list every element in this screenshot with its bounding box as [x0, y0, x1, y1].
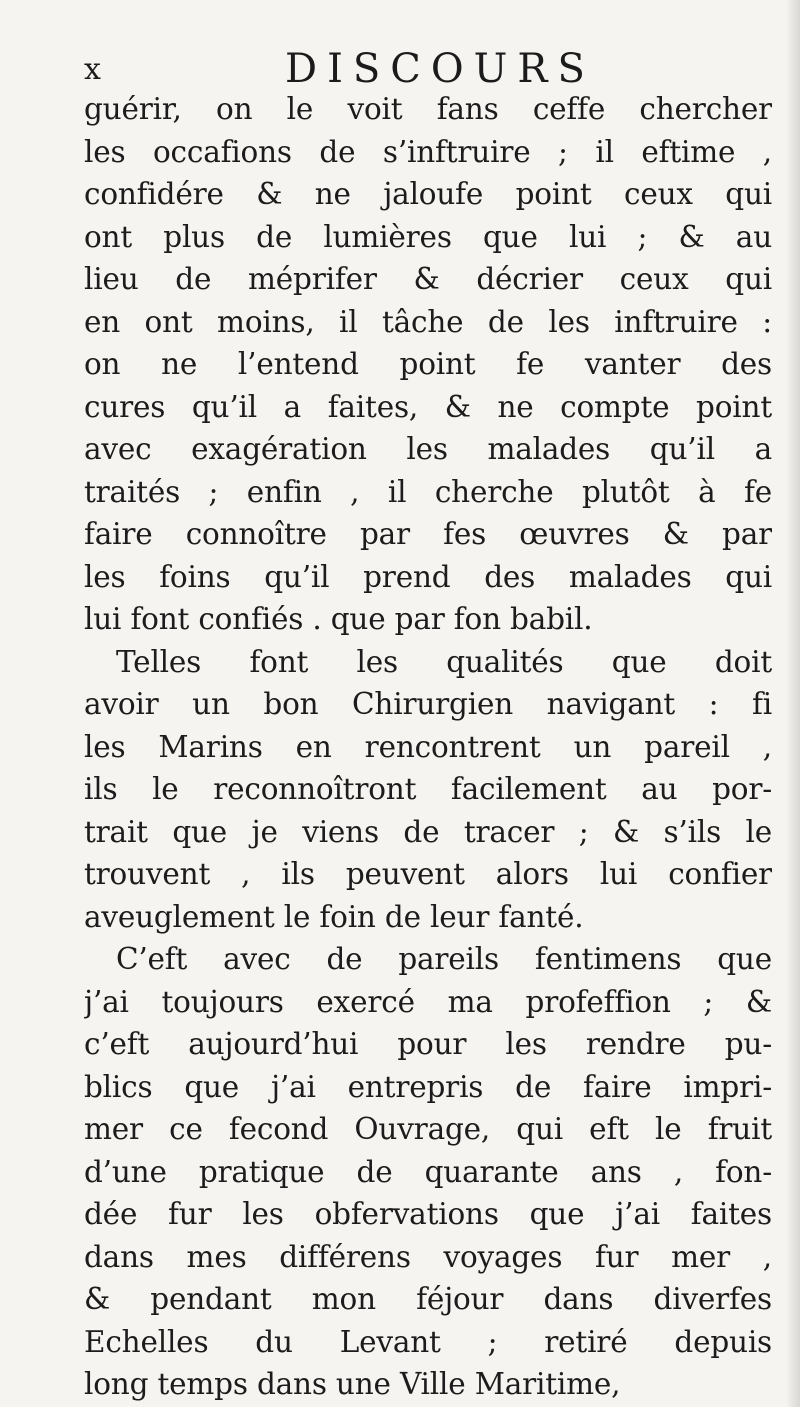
page-number: x: [84, 52, 102, 87]
text-line: les occafions de s’inftruire ; il eftime ,: [84, 134, 772, 169]
page-header: [84, 46, 744, 90]
text-line: j’ai toujours exercé ma profeffion ; &: [84, 984, 772, 1019]
page-edge-shadow: [786, 0, 800, 1407]
text-line: traités ; enfin , il cherche plutôt à fe: [84, 474, 772, 509]
paragraph-start-line: C’eft avec de pareils fentimens que: [116, 942, 772, 976]
text-line: & pendant mon féjour dans diverfes: [84, 1282, 772, 1316]
text-line: c’eft aujourd’hui pour les rendre pu-: [84, 1027, 772, 1061]
text-line: on ne l’entend point fe vanter des: [84, 347, 772, 381]
text-line: ils le reconnoîtront facilement au por-: [84, 772, 772, 806]
text-line: en ont moins, il tâche de les inftruire :: [84, 304, 772, 339]
text-line: guérir, on le voit fans ceffe chercher: [84, 92, 772, 126]
text-line: dans mes différens voyages fur mer ,: [84, 1239, 772, 1274]
text-line: Echelles du Levant ; retiré depuis: [84, 1324, 772, 1359]
text-line: trouvent , ils peuvent alors lui confier: [84, 857, 772, 891]
text-line: lui font confiés . que par fon babil.: [84, 602, 593, 636]
text-line: avoir un bon Chirurgien navigant : fi: [84, 687, 772, 721]
paragraph-start-line: Telles font les qualités que doit: [116, 644, 772, 679]
text-line: cures qu’il a faites, & ne compte point: [84, 389, 772, 424]
text-line: faire connoître par fes œuvres & par: [84, 517, 772, 551]
text-line: ont plus de lumières que lui ; & au: [84, 219, 772, 254]
body-text: [84, 88, 772, 1406]
text-line: trait que je viens de tracer ; & s’ils le: [84, 814, 772, 849]
text-line: les Marins en rencontrent un pareil ,: [84, 729, 772, 764]
text-line: blics que j’ai entrepris de faire impri-: [84, 1069, 772, 1104]
text-line: confidére & ne jaloufe point ceux qui: [84, 177, 772, 211]
text-line: dée fur les obfervations que j’ai faites: [84, 1197, 772, 1231]
text-line: long temps dans une Ville Maritime,: [84, 1367, 621, 1401]
text-line: avec exagération les malades qu’il a: [84, 432, 772, 466]
text-line: les foins qu’il prend des malades qui: [84, 559, 772, 594]
text-line: mer ce fecond Ouvrage, qui eft le fruit: [84, 1112, 772, 1146]
text-line: aveuglement le foin de leur fanté.: [84, 899, 584, 934]
running-head: DISCOURS: [285, 46, 595, 92]
text-line: lieu de méprifer & décrier ceux qui: [84, 262, 772, 296]
text-line: d’une pratique de quarante ans , fon-: [84, 1154, 772, 1189]
